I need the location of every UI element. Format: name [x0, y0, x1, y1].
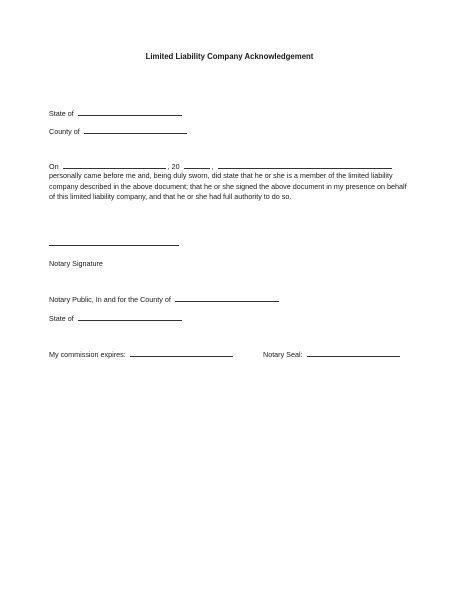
notary-county-blank[interactable]	[175, 294, 279, 302]
county-line	[49, 126, 187, 138]
on-label: On	[49, 162, 59, 171]
body-paragraph: personally came before me and, being duly sworn, did state that he or she is a member of the limited liability company described in the above document; that he or she signed the above document in my presence on behalf of this limited liability company, and that he or she had full authority to do so.	[49, 171, 407, 201]
state-line-2	[49, 313, 182, 325]
signature-line[interactable]	[49, 245, 179, 246]
seal-line	[263, 349, 400, 361]
document-title: Limited Liability Company Acknowledgement	[145, 52, 314, 61]
comma: ,	[211, 162, 214, 171]
notary-signature-label: Notary Signature	[49, 259, 103, 268]
seal-label: Notary Seal:	[263, 350, 303, 359]
state-blank[interactable]	[78, 108, 182, 116]
commission-label: My commission expires:	[49, 350, 126, 359]
county-blank[interactable]	[84, 126, 187, 134]
commission-blank[interactable]	[130, 349, 233, 357]
year-prefix: , 20	[167, 162, 180, 171]
county-label: County of	[49, 127, 80, 136]
state-line-1	[49, 108, 182, 120]
date-blank[interactable]	[63, 161, 166, 169]
seal-blank[interactable]	[307, 349, 400, 357]
year-blank[interactable]	[184, 161, 210, 169]
state-label-2: State of	[49, 314, 74, 323]
commission-line	[49, 349, 233, 361]
notary-public-line	[49, 294, 279, 306]
state-blank-2[interactable]	[78, 313, 182, 321]
notary-public-label: Notary Public, In and for the County of	[49, 295, 171, 304]
name-blank[interactable]	[218, 161, 392, 169]
state-label: State of	[49, 109, 74, 118]
